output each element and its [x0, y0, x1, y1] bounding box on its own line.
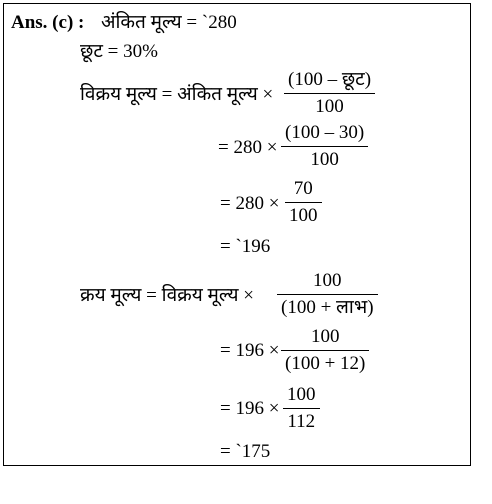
step-3-lhs: = 196 ×: [220, 340, 280, 361]
fraction-numerator: 70: [293, 178, 313, 199]
step-1-fraction: [283, 122, 366, 171]
step-2-fraction: [287, 178, 320, 227]
fraction-numerator: 100: [287, 384, 316, 405]
fraction-numerator: 100: [313, 270, 342, 291]
selling-price-result: = `196: [220, 236, 271, 257]
cost-price-formula-lhs: क्रय मूल्य = विक्रय मूल्य ×: [80, 285, 255, 306]
fraction-denominator: (100 + 12): [281, 350, 369, 375]
fraction-numerator: 100: [310, 326, 340, 347]
step-2-lhs: = 280 ×: [220, 193, 280, 214]
fraction-denominator: 112: [283, 408, 320, 433]
fraction-denominator: 100: [281, 146, 368, 171]
fraction-denominator: 100: [284, 93, 375, 118]
fraction-denominator: 100: [285, 202, 322, 227]
selling-price-formula-lhs: विक्रय मूल्य = अंकित मूल्य ×: [80, 84, 274, 105]
answer-box: [3, 3, 471, 466]
step-1-lhs: = 280 ×: [218, 137, 278, 158]
cost-price-result: = `175: [220, 441, 271, 462]
step-3-fraction: [283, 326, 367, 375]
selling-price-fraction: [286, 69, 373, 118]
answer-label: Ans. (c) :: [11, 12, 85, 33]
discount-line: छूट = 30%: [80, 41, 158, 62]
cost-price-fraction: [279, 270, 376, 319]
fraction-numerator: (100 – छूट): [288, 69, 372, 90]
step-4-fraction: [285, 384, 318, 433]
fraction-denominator: (100 + लाभ): [277, 294, 378, 319]
marked-price-line: अंकित मूल्य = `280: [101, 12, 237, 33]
fraction-numerator: (100 – 30): [285, 122, 365, 143]
step-4-lhs: = 196 ×: [220, 398, 280, 419]
